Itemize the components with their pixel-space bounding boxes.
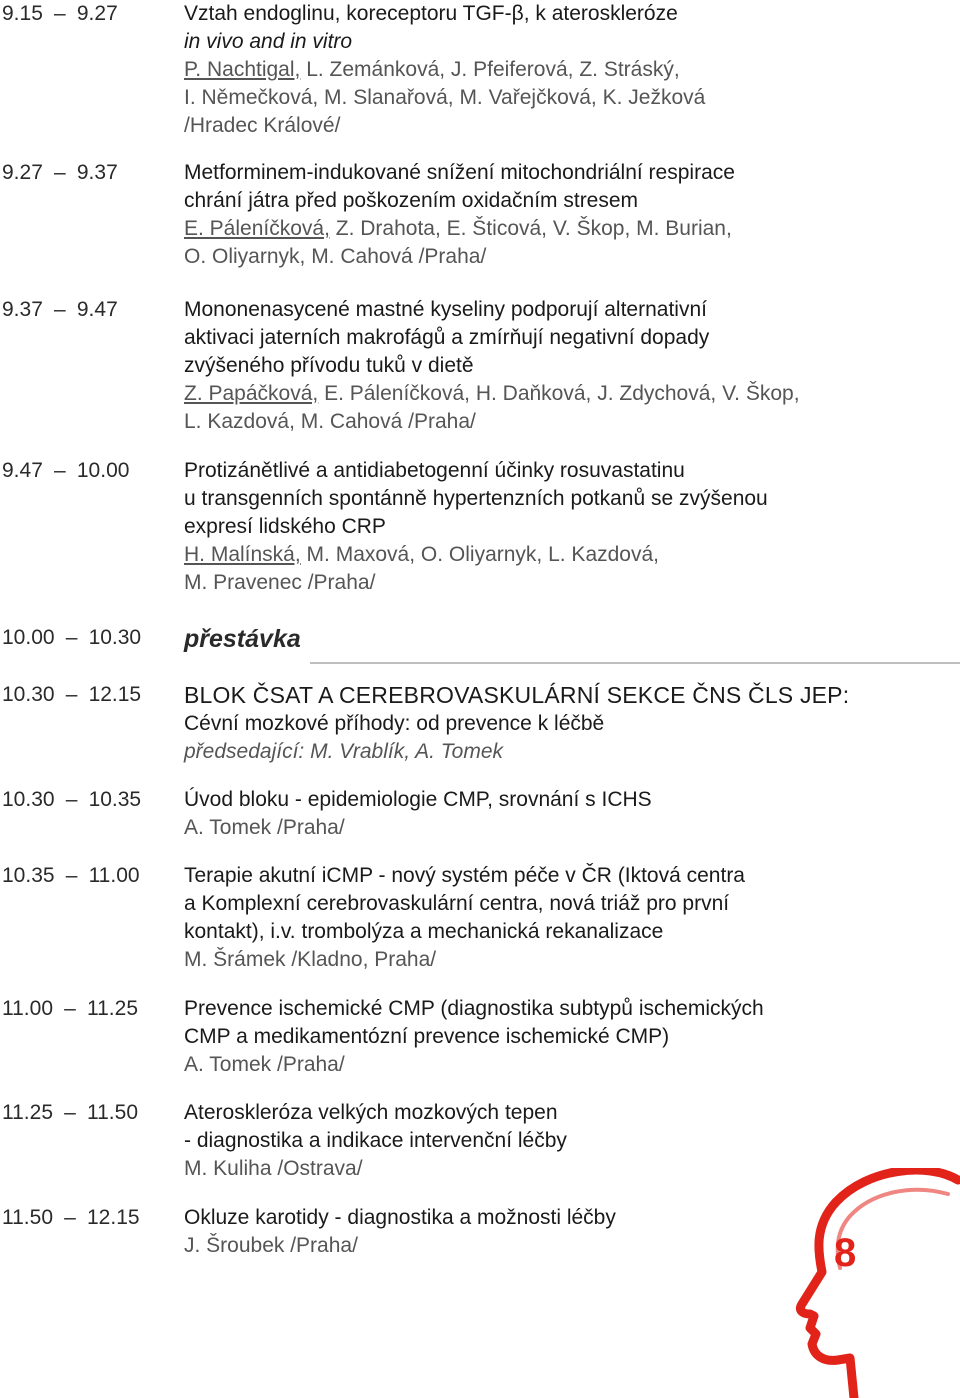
- time-end: 11.00: [88, 864, 140, 887]
- entry-content: [184, 624, 954, 654]
- talk-title: Prevence ischemické CMP (diagnostika subtypů ischemických CMP a medikamentózní prevence ischemické CMP): [184, 997, 764, 1048]
- talk-title: Vztah endoglinu, koreceptoru TGF-β, k ateroskleróze in vivo and in vitro: [184, 2, 678, 53]
- block-chairs: předsedající: M. Vrablík, A. Tomek: [184, 740, 504, 763]
- talk-title: Okluze karotidy - diagnostika a možnosti léčby: [184, 1206, 616, 1229]
- time-slot: 9.47 – 10.00: [2, 459, 130, 482]
- head-outline: [800, 1170, 958, 1398]
- talk-authors: Z. Papáčková, E. Páleníčková, H. Daňková, J. Zdychová, V. Škop, L. Kazdová, M. Cahová /Praha/: [184, 382, 800, 433]
- time-start: 11.25: [2, 1101, 53, 1124]
- entry-content: [184, 159, 954, 271]
- time-slot: 9.37 – 9.47: [2, 298, 118, 321]
- time-start: 11.50: [2, 1206, 53, 1229]
- time-end: 10.00: [76, 459, 130, 482]
- page-number: 8: [834, 1231, 857, 1275]
- time-end: 10.35: [88, 788, 142, 811]
- talk-authors: A. Tomek /Praha/: [184, 1053, 345, 1076]
- time-slot: 10.30 – 12.15: [2, 683, 142, 706]
- talk-authors: M. Šrámek /Kladno, Praha/: [184, 948, 437, 971]
- talk-title: Mononenasycené mastné kyseliny podporují alternativní aktivaci jaterních makrofágů a zmírňují negativní dopady zvýšeného přívodu tuků v dietě: [184, 298, 710, 377]
- time-start: 9.37: [2, 298, 43, 321]
- time-start: 9.47: [2, 459, 43, 482]
- talk-authors: H. Malínská, M. Maxová, O. Oliyarnyk, L. Kazdová, M. Pravenec /Praha/: [184, 543, 659, 594]
- talk-title: Terapie akutní iCMP - nový systém péče v ČR (Iktová centra a Komplexní cerebrovaskulární centra, nová triáž pro první kontakt), i.v. trombolýza a mechanická rekanalizace: [184, 864, 745, 943]
- time-end: 9.27: [76, 2, 118, 25]
- time-end: 10.30: [88, 626, 142, 649]
- talk-authors: M. Kuliha /Ostrava/: [184, 1157, 363, 1180]
- section-divider: [310, 662, 960, 664]
- time-start: 10.30: [2, 683, 55, 706]
- entry-content: [184, 0, 954, 140]
- time-slot: 9.15 – 9.27: [2, 2, 118, 25]
- time-end: 11.25: [87, 997, 138, 1020]
- time-end: 9.47: [76, 298, 118, 321]
- talk-title: Protizánětlivé a antidiabetogenní účinky rosuvastatinu u transgenních spontánně hypertenzních potkanů se zvýšenou expresí lidského CRP: [184, 459, 768, 538]
- time-start: 11.00: [2, 997, 53, 1020]
- entry-content: [184, 862, 954, 974]
- entry-content: [184, 457, 954, 597]
- time-slot: 10.35 – 11.00: [2, 864, 140, 887]
- talk-title: Úvod bloku - epidemiologie CMP, srovnání s ICHS: [184, 788, 652, 811]
- block-subtitle: Cévní mozkové příhody: od prevence k léčbě: [184, 712, 605, 735]
- presenting-author: P. Nachtigal,: [184, 58, 301, 81]
- presenting-author: Z. Papáčková,: [184, 382, 319, 405]
- block-title: BLOK ČSAT A CEREBROVASKULÁRNÍ SEKCE ČNS ČLS JEP:: [184, 682, 850, 708]
- entry-content: [184, 995, 954, 1079]
- time-slot: 11.50 – 12.15: [2, 1206, 140, 1229]
- entry-content: [184, 786, 954, 842]
- talk-authors: P. Nachtigal, L. Zemánková, J. Pfeiferová, Z. Stráský, I. Němečková, M. Slanařová, M. Vařejčková, K. Ježková /Hradec Králové/: [184, 58, 706, 137]
- presenting-author: H. Malínská,: [184, 543, 301, 566]
- talk-title: Ateroskleróza velkých mozkových tepen - diagnostika a indikace intervenční léčby: [184, 1101, 567, 1152]
- entry-content: [184, 296, 954, 436]
- presenting-author: E. Páleníčková,: [184, 217, 330, 240]
- head-profile-icon: [788, 1168, 960, 1398]
- talk-title: Metforminem-indukované snížení mitochondriální respirace chrání játra před poškozením oxidačním stresem: [184, 161, 735, 212]
- time-start: 10.30: [2, 788, 55, 811]
- time-end: 12.15: [88, 683, 142, 706]
- time-slot: 10.00 – 10.30: [2, 626, 142, 649]
- time-start: 9.15: [2, 2, 43, 25]
- break-label: přestávka: [184, 625, 301, 653]
- time-end: 12.15: [87, 1206, 140, 1229]
- time-start: 9.27: [2, 161, 43, 184]
- entry-content: [184, 680, 954, 766]
- talk-authors: A. Tomek /Praha/: [184, 816, 345, 839]
- time-slot: 11.25 – 11.50: [2, 1101, 138, 1124]
- time-start: 10.00: [2, 626, 55, 649]
- time-start: 10.35: [2, 864, 55, 887]
- time-end: 9.37: [76, 161, 118, 184]
- talk-authors: J. Šroubek /Praha/: [184, 1234, 358, 1257]
- time-end: 11.50: [87, 1101, 138, 1124]
- talk-authors: E. Páleníčková, Z. Drahota, E. Šticová, V. Škop, M. Burian, O. Oliyarnyk, M. Cahová /Praha/: [184, 217, 732, 268]
- time-slot: 9.27 – 9.37: [2, 161, 118, 184]
- time-slot: 10.30 – 10.35: [2, 788, 142, 811]
- time-slot: 11.00 – 11.25: [2, 997, 138, 1020]
